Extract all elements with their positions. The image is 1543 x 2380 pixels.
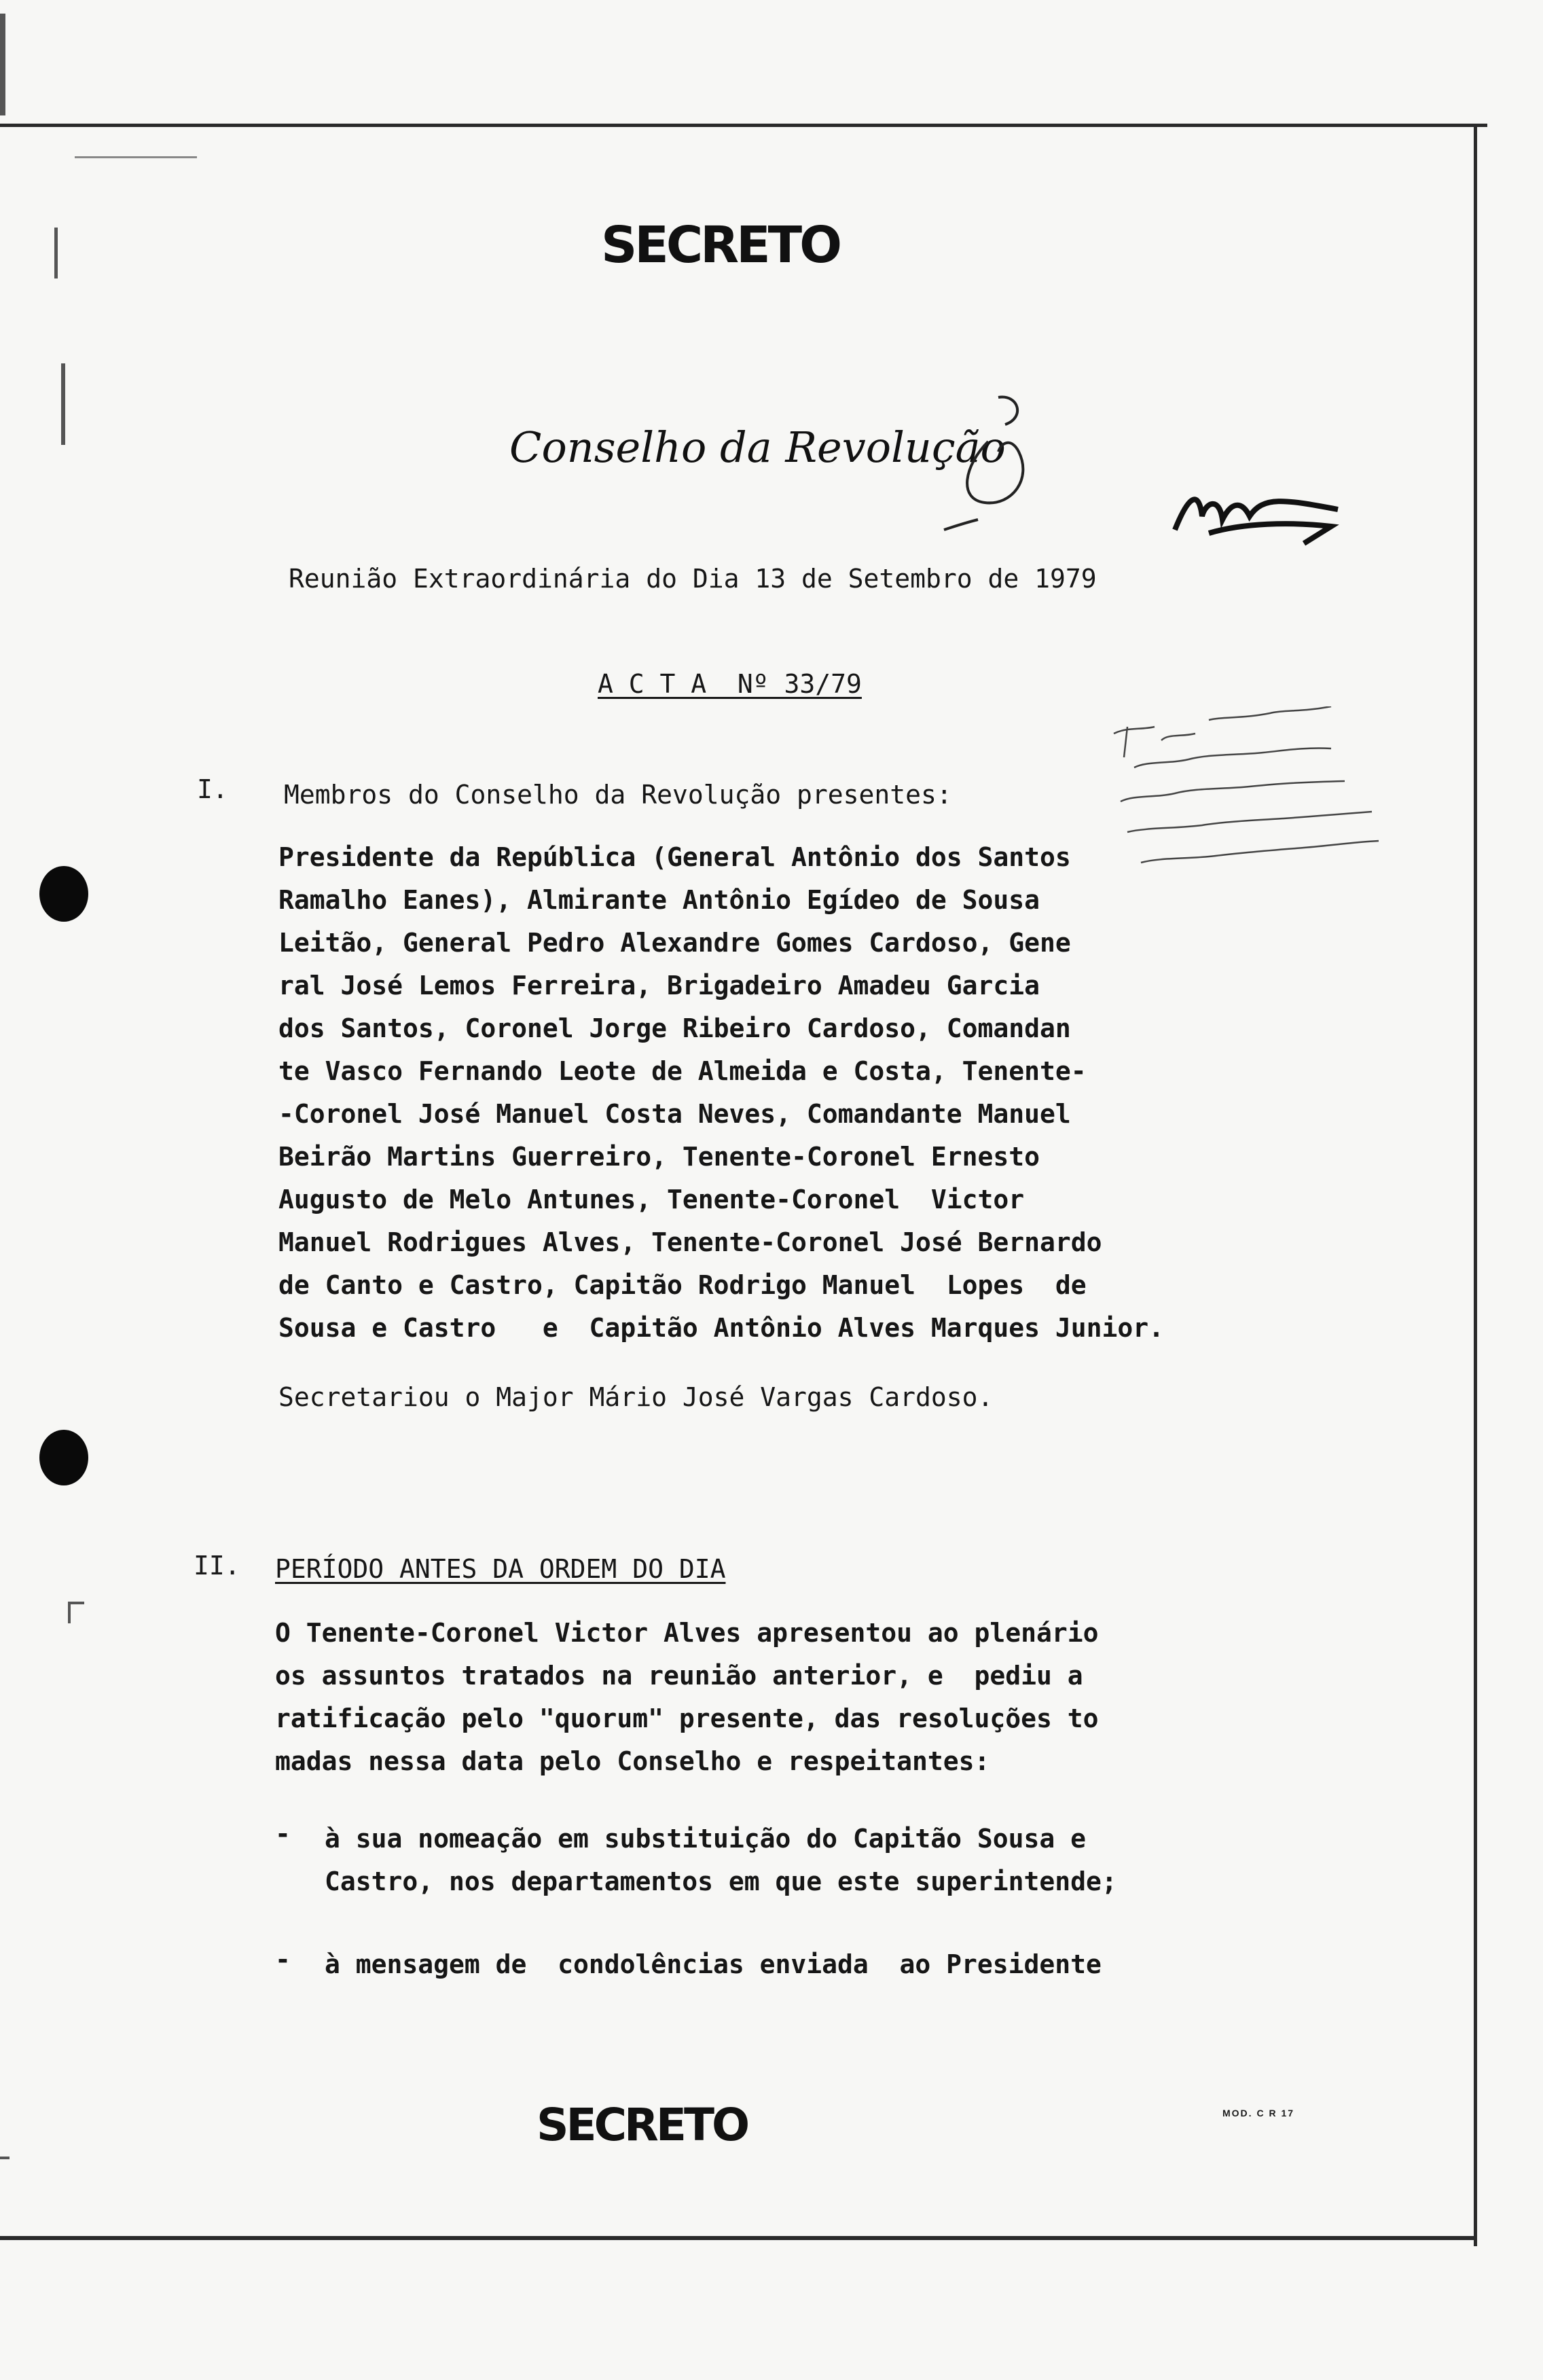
paragraph-line: ratificação pelo "quorum" presente, das resoluções to bbox=[275, 1703, 1099, 1733]
bullet-dash: - bbox=[275, 1819, 291, 1849]
members-line: dos Santos, Coronel Jorge Ribeiro Cardoso, Comandan bbox=[278, 1013, 1071, 1043]
margin-handwritten-note bbox=[1107, 706, 1392, 910]
scan-mark bbox=[68, 1603, 71, 1623]
bullet-line: à sua nomeação em substituição do Capitão Sousa e bbox=[325, 1824, 1087, 1854]
scan-mark bbox=[75, 156, 197, 158]
sheet-edge-right bbox=[1474, 124, 1477, 2246]
acta-number: A C T A Nº 33/79 bbox=[598, 669, 862, 699]
members-line: Beirão Martins Guerreiro, Tenente-Coronel Ernesto bbox=[278, 1142, 1040, 1172]
council-title: Conselho da Revolução bbox=[509, 422, 1006, 472]
members-line: de Canto e Castro, Capitão Rodrigo Manuel Lopes de bbox=[278, 1270, 1087, 1300]
handwritten-initials bbox=[937, 391, 1059, 533]
paragraph-line: os assuntos tratados na reunião anterior, e pediu a bbox=[275, 1661, 1083, 1691]
paragraph-line: O Tenente-Coronel Victor Alves apresentou ao plenário bbox=[275, 1618, 1099, 1648]
scan-mark bbox=[0, 14, 5, 115]
bullet-dash: - bbox=[275, 1945, 291, 1975]
secretary-line: Secretariou o Major Mário José Vargas Cardoso. bbox=[278, 1382, 994, 1412]
meeting-line: Reunião Extraordinária do Dia 13 de Setembro de 1979 bbox=[289, 564, 1097, 594]
scan-mark bbox=[0, 2157, 10, 2159]
scan-mark bbox=[54, 228, 58, 278]
section-one-numeral: I. bbox=[197, 774, 228, 804]
handwritten-signature bbox=[1168, 469, 1345, 550]
members-line: -Coronel José Manuel Costa Neves, Comandante Manuel bbox=[278, 1099, 1071, 1129]
members-line: Ramalho Eanes), Almirante Antônio Egídeo de Sousa bbox=[278, 885, 1040, 915]
sheet-edge-bottom bbox=[0, 2236, 1477, 2240]
scan-mark bbox=[61, 363, 65, 445]
members-line: Augusto de Melo Antunes, Tenente-Coronel Victor bbox=[278, 1185, 1025, 1214]
form-code: MOD. C R 17 bbox=[1222, 2108, 1295, 2118]
members-line: Leitão, General Pedro Alexandre Gomes Cardoso, Gene bbox=[278, 928, 1071, 958]
scan-mark bbox=[68, 1602, 84, 1604]
bullet-line: Castro, nos departamentos em que este superintende; bbox=[325, 1867, 1117, 1896]
sheet-edge-top bbox=[0, 124, 1487, 127]
members-line: Presidente da República (General Antônio dos Santos bbox=[278, 842, 1071, 872]
secret-stamp-bottom: SECRETO bbox=[537, 2099, 748, 2151]
bullet-line: à mensagem de condolências enviada ao Presidente bbox=[325, 1949, 1102, 1979]
members-line: Manuel Rodrigues Alves, Tenente-Coronel José Bernardo bbox=[278, 1227, 1102, 1257]
punch-hole bbox=[39, 866, 88, 922]
members-line: Sousa e Castro e Capitão Antônio Alves Marques Junior. bbox=[278, 1313, 1165, 1343]
members-line: te Vasco Fernando Leote de Almeida e Costa, Tenente- bbox=[278, 1056, 1087, 1086]
section-one-heading: Membros do Conselho da Revolução presentes: bbox=[284, 780, 952, 810]
section-two-heading: PERÍODO ANTES DA ORDEM DO DIA bbox=[275, 1554, 726, 1584]
punch-hole bbox=[39, 1430, 88, 1485]
section-two-numeral: II. bbox=[194, 1551, 240, 1581]
members-line: ral José Lemos Ferreira, Brigadeiro Amadeu Garcia bbox=[278, 971, 1040, 1000]
paragraph-line: madas nessa data pelo Conselho e respeitantes: bbox=[275, 1746, 990, 1776]
secret-stamp-top: SECRETO bbox=[601, 216, 840, 274]
